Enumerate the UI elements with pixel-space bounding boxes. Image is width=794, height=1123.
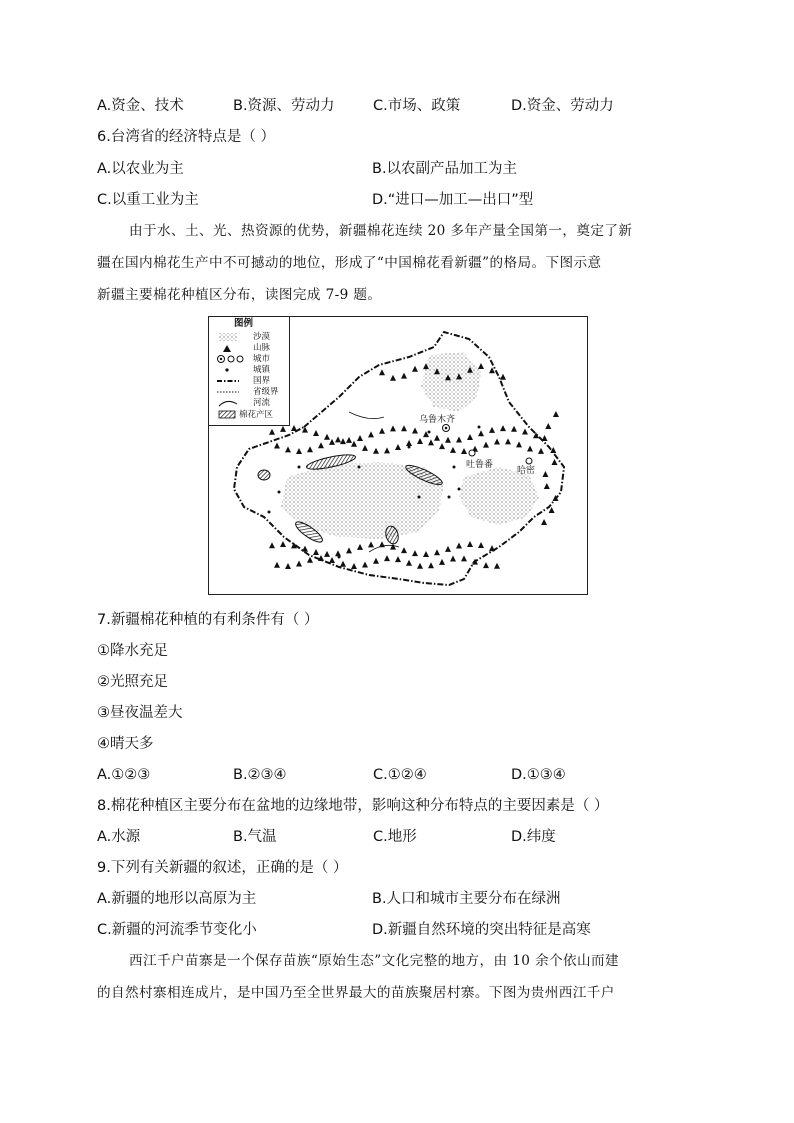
miao-intro-paragraph [97,945,697,1009]
mountain-icon [445,437,451,443]
mountain-icon [542,435,548,441]
mountain-icon [274,443,280,449]
legend-mountain [215,343,289,353]
mountain-icon [296,561,302,567]
river [349,412,384,419]
mountain-icon [318,442,324,448]
miao-intro-line-2: 的自然村寨相连成片，是中国乃至全世界最大的苗族聚居村寨。下图为贵州西江千户 [97,985,615,1001]
legend-mountain-label: 山脉 [253,343,271,353]
mountain-icon [401,425,407,431]
mountain-icon [390,425,396,431]
mountain-icon [412,550,418,556]
legend-city [215,354,289,364]
mountain-icon [549,507,555,513]
mountain-icon [461,448,467,454]
mountain-icon [346,547,352,553]
legend-desert-label: 沙漠 [253,332,271,342]
q9-option-b: B.人口和城市主要分布在绿洲 [372,891,561,907]
q8-stem: 8.棉花种植区主要分布在盆地的边缘地带，影响这种分布特点的主要因素是（ ） [97,798,609,814]
mountain-icon [368,431,374,437]
mountain-icon [351,441,357,447]
mountain-icon [379,369,385,375]
mountain-icon [439,443,445,449]
legend-town [215,365,289,375]
city-label-urumqi: 乌鲁木齐 [419,415,456,425]
mountain-icon [357,544,363,550]
mountain-icon [373,448,379,454]
mountain-icon [390,375,396,381]
q6-option-d: D.“进口—加工—出口”型 [372,192,534,208]
legend-title: 图例 [234,318,254,329]
mountain-icon [307,557,313,563]
mountain-icon [483,562,489,568]
mountain-icon [384,555,390,561]
mountain-icon [285,446,291,452]
xinjiang-intro-line-2: 疆在国内棉花生产中不可撼动的地位，形成了“中国棉花看新疆”的格局。下图示意 [97,255,602,271]
mountain-icon [406,440,412,446]
mountain-icon [313,549,319,555]
q6-option-b: B.以农副产品加工为主 [372,161,518,177]
mountain-icon [406,560,412,566]
mountain-icon [351,563,357,569]
legend-national-border-label: 国界 [253,376,271,386]
mountain-icon [439,559,445,565]
mountain-icon [541,519,547,525]
mountain-icon [302,546,308,552]
mountain-icon [373,558,379,564]
mountain-icon [552,459,558,465]
mountain-icon [423,551,429,557]
mountain-icon [434,549,440,555]
xinjiang-cotton-map [208,316,588,595]
mountain-icon [478,363,484,369]
mountain-icon [274,562,280,568]
mountain-icon [280,541,286,547]
mountain-icon [445,546,451,552]
q7-item-1: ①降水充足 [97,643,168,659]
q7-option-b: B.②③④ [233,767,287,783]
cotton-area-west [258,470,270,480]
mountain-icon [500,425,506,431]
mountain-icon [269,542,275,548]
miao-intro-line-1: 西江千户苗寨是一个保存苗族“原始生态”文化完整的地方，由 10 余个依山而建 [129,953,620,969]
q8-option-c: C.地形 [373,829,417,845]
mountain-icon [335,436,341,442]
mountain-icon [362,562,368,568]
mountain-icon [296,448,302,454]
q7-item-2: ②光照充足 [97,674,168,690]
mountain-icon [545,423,551,429]
mountain-icon [329,557,335,563]
q5-option-b: B.资源、劳动力 [233,98,335,114]
mountain-icon [401,547,407,553]
mountain-icon [417,438,423,444]
mountain-icon [483,442,489,448]
xinjiang-intro-line-3: 新疆主要棉花种植区分布，读图完成 7-9 题。 [97,287,382,303]
mountain-icon [461,555,467,561]
mountain-icon [511,426,517,432]
mountain-icon [544,483,550,489]
mountain-icon [412,427,418,433]
mountain-icon [280,426,286,432]
mountain-icon [478,542,484,548]
mountain-icon [285,563,291,569]
legend-cotton-area [215,410,289,420]
city-turpan-marker [469,450,475,456]
mountain-icon [307,446,313,452]
legend-city-label: 城市 [253,354,271,364]
mountain-icon [489,545,495,551]
legend-province-border [215,387,289,397]
mountain-icon [335,550,341,556]
city-label-turpan: 吐鲁番 [466,460,494,470]
mountain-icon [346,437,352,443]
q9-option-d: D.新疆自然环境的突出特征是高寒 [372,922,591,938]
mountain-icon [269,429,275,435]
mountain-icon [384,447,390,453]
mountain-icon [291,425,297,431]
mountain-icon [467,541,473,547]
mountain-icon [494,563,500,569]
xinjiang-intro-paragraph [97,215,697,311]
q7-option-a: A.①②③ [97,767,151,783]
legend-cotton-area-label: 棉花产区 [239,410,274,420]
mountain-icon [324,551,330,557]
mountain-icon [494,439,500,445]
q7-item-3: ③昼夜温差大 [97,705,183,721]
q7-option-d: D.①③④ [511,767,566,783]
q9-option-c: C.新疆的河流季节变化小 [97,922,257,938]
mountain-icon [395,556,401,562]
xinjiang-intro-line-1: 由于水、土、光、热资源的优势，新疆棉花连续 20 多年产量全国第一，奠定了新 [129,223,633,239]
mountain-icon [538,448,544,454]
mountain-icon [505,438,511,444]
mountain-icon [478,430,484,436]
legend-town-label: 城镇 [253,365,271,375]
q7-option-c: C.①②④ [373,767,427,783]
legend-desert [215,332,289,342]
mountain-icon [428,439,434,445]
mountain-icon [434,435,440,441]
q7-stem: 7.新疆棉花种植的有利条件有（ ） [97,612,319,628]
mountain-icon [379,428,385,434]
q9-option-a: A.新疆的地形以高原为主 [97,891,257,907]
map-legend [209,317,290,426]
legend-river-label: 河流 [253,398,271,408]
mountain-icon [324,434,330,440]
mountain-icon [313,430,319,436]
q7-item-4: ④晴天多 [97,736,154,752]
mountain-icon [390,544,396,550]
mountain-icon [401,373,407,379]
city-label-hami: 哈密 [517,466,536,476]
mountain-icon [417,563,423,569]
mountain-icon [428,562,434,568]
mountain-icon [527,445,533,451]
q6-stem: 6.台湾省的经济特点是（ ） [97,129,275,145]
mountain-icon [362,445,368,451]
mountain-icon [450,556,456,562]
mountain-icon [450,447,456,453]
mountain-icon [553,411,559,417]
q8-option-a: A.水源 [97,829,141,845]
mountain-icon [489,427,495,433]
mountain-icon [522,428,528,434]
mountain-icon [542,471,548,477]
legend-national-border [215,376,289,386]
q6-option-a: A.以农业为主 [97,161,184,177]
legend-river [215,398,289,408]
q5-option-d: D.资金、劳动力 [511,98,614,114]
mountain-icon [550,447,556,453]
mountain-icon [456,543,462,549]
mountain-icon [357,435,363,441]
q8-option-d: D.纬度 [511,829,556,845]
mountain-icon [340,438,346,444]
desert-junggar [421,352,481,412]
q9-stem: 9.下列有关新疆的叙述，正确的是（ ） [97,860,348,876]
mountain-icon [456,437,462,443]
mountain-icon [395,444,401,450]
mountain-icon [516,441,522,447]
mountain-icon [412,366,418,372]
mountain-icon [467,434,473,440]
mountain-icon [368,541,374,547]
mountain-icon [500,374,506,380]
mountain-icon [340,561,346,567]
q5-option-c: C.市场、政策 [373,98,461,114]
legend-province-border-label: 省级界 [253,387,279,397]
q5-option-a: A.资金、技术 [97,98,184,114]
q6-option-c: C.以重工业为主 [97,192,199,208]
q8-option-b: B.气温 [233,829,277,845]
